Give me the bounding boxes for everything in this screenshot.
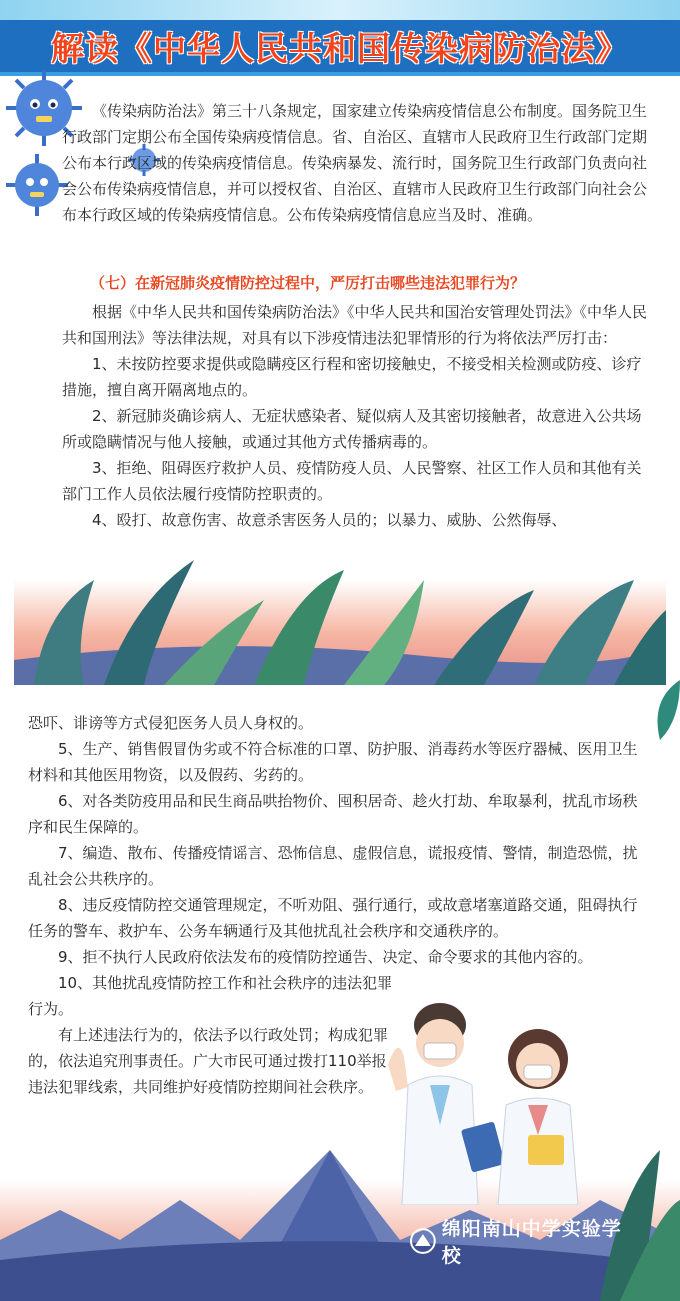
list-item-continued: 恐吓、诽谤等方式侵犯医务人员人身权的。: [28, 714, 314, 732]
list-item: 5、生产、销售假冒伪劣或不符合标准的口罩、防护服、消毒药水等医疗器械、医用卫生材料和其他医用物资，以及假药、劣药的。: [28, 740, 638, 784]
section-body: [62, 299, 652, 533]
plant-scene-illustration: [14, 540, 666, 685]
doctors-illustration: [378, 995, 618, 1205]
intro-text: 《传染病防治法》第三十八条规定，国家建立传染病疫情信息公布制度。国务院卫生行政部门定期公布全国传染病疫情信息。省、自治区、直辖市人民政府卫生行政部门定期公布本行政区域的传染病疫情信息。传染病暴发、流行时，国务院卫生行政部门负责向社会公布传染病疫情信息，并可以授权省、自治区、直辖市人民政府卫生行政部门向社会公布本行政区域的传染病疫情信息。公布传染病疫情信息应当及时、准确。: [62, 102, 648, 224]
school-logo: [410, 1218, 640, 1267]
list-item: 9、拒不执行人民政府依法发布的疫情防控通告、决定、命令要求的其他内容的。: [58, 948, 593, 966]
list-item: 8、违反疫情防控交通管理规定，不听劝阻、强行通行，或故意堵塞道路交通，阻碍执行任务的警车、救护车、公务车辆通行及其他扰乱社会秩序和交通秩序的。: [28, 896, 638, 940]
list-item: 4、殴打、故意伤害、故意杀害医务人员的；以暴力、威胁、公然侮辱、: [92, 511, 567, 529]
page-title: 解读《中华人民共和国传染病防治法》: [51, 28, 629, 68]
section-heading: （七）在新冠肺炎疫情防控过程中，严厉打击哪些违法犯罪行为？: [90, 274, 526, 292]
title-banner: [0, 20, 680, 76]
list-item: 2、新冠肺炎确诊病人、无症状感染者、疑似病人及其密切接触者，故意进入公共场所或隐瞒情况与他人接触，或通过其他方式传播病毒的。: [62, 407, 642, 451]
closing-text: 有上述违法行为的，依法予以行政处罚；构成犯罪的，依法追究刑事责任。广大市民可通过拨打110举报违法犯罪线索，共同维护好疫情防控期间社会秩序。: [28, 1026, 389, 1096]
list-item: 1、未按防控要求提供或隐瞒疫区行程和密切接触史，不接受相关检测或防疫、诊疗措施，擅自离开隔离地点的。: [62, 355, 642, 399]
list-item: 3、拒绝、阻碍医疗救护人员、疫情防疫人员、人民警察、社区工作人员和其他有关部门工作人员依法履行疫情防控职责的。: [62, 459, 642, 503]
school-name: 绵阳南山中学实验学校: [441, 1218, 622, 1267]
list-item: 7、编造、散布、传播疫情谣言、恐怖信息、虚假信息，谎报疫情、警情，制造恐慌，扰乱社会公共秩序的。: [28, 844, 638, 888]
section-intro: 根据《中华人民共和国传染病防治法》《中华人民共和国治安管理处罚法》《中华人民共和国刑法》等法律法规，对具有以下涉疫情违法犯罪情形的行为将依法严厉打击：: [62, 303, 648, 347]
school-emblem-icon: [410, 1228, 436, 1254]
list-item: 10、其他扰乱疫情防控工作和社会秩序的违法犯罪行为。: [28, 974, 393, 1018]
list-item: 6、对各类防疫用品和民生商品哄抬物价、囤积居奇、趁火打劫、牟取暴利，扰乱市场秩序和民生保障的。: [28, 792, 638, 836]
intro-paragraph: [62, 98, 652, 228]
